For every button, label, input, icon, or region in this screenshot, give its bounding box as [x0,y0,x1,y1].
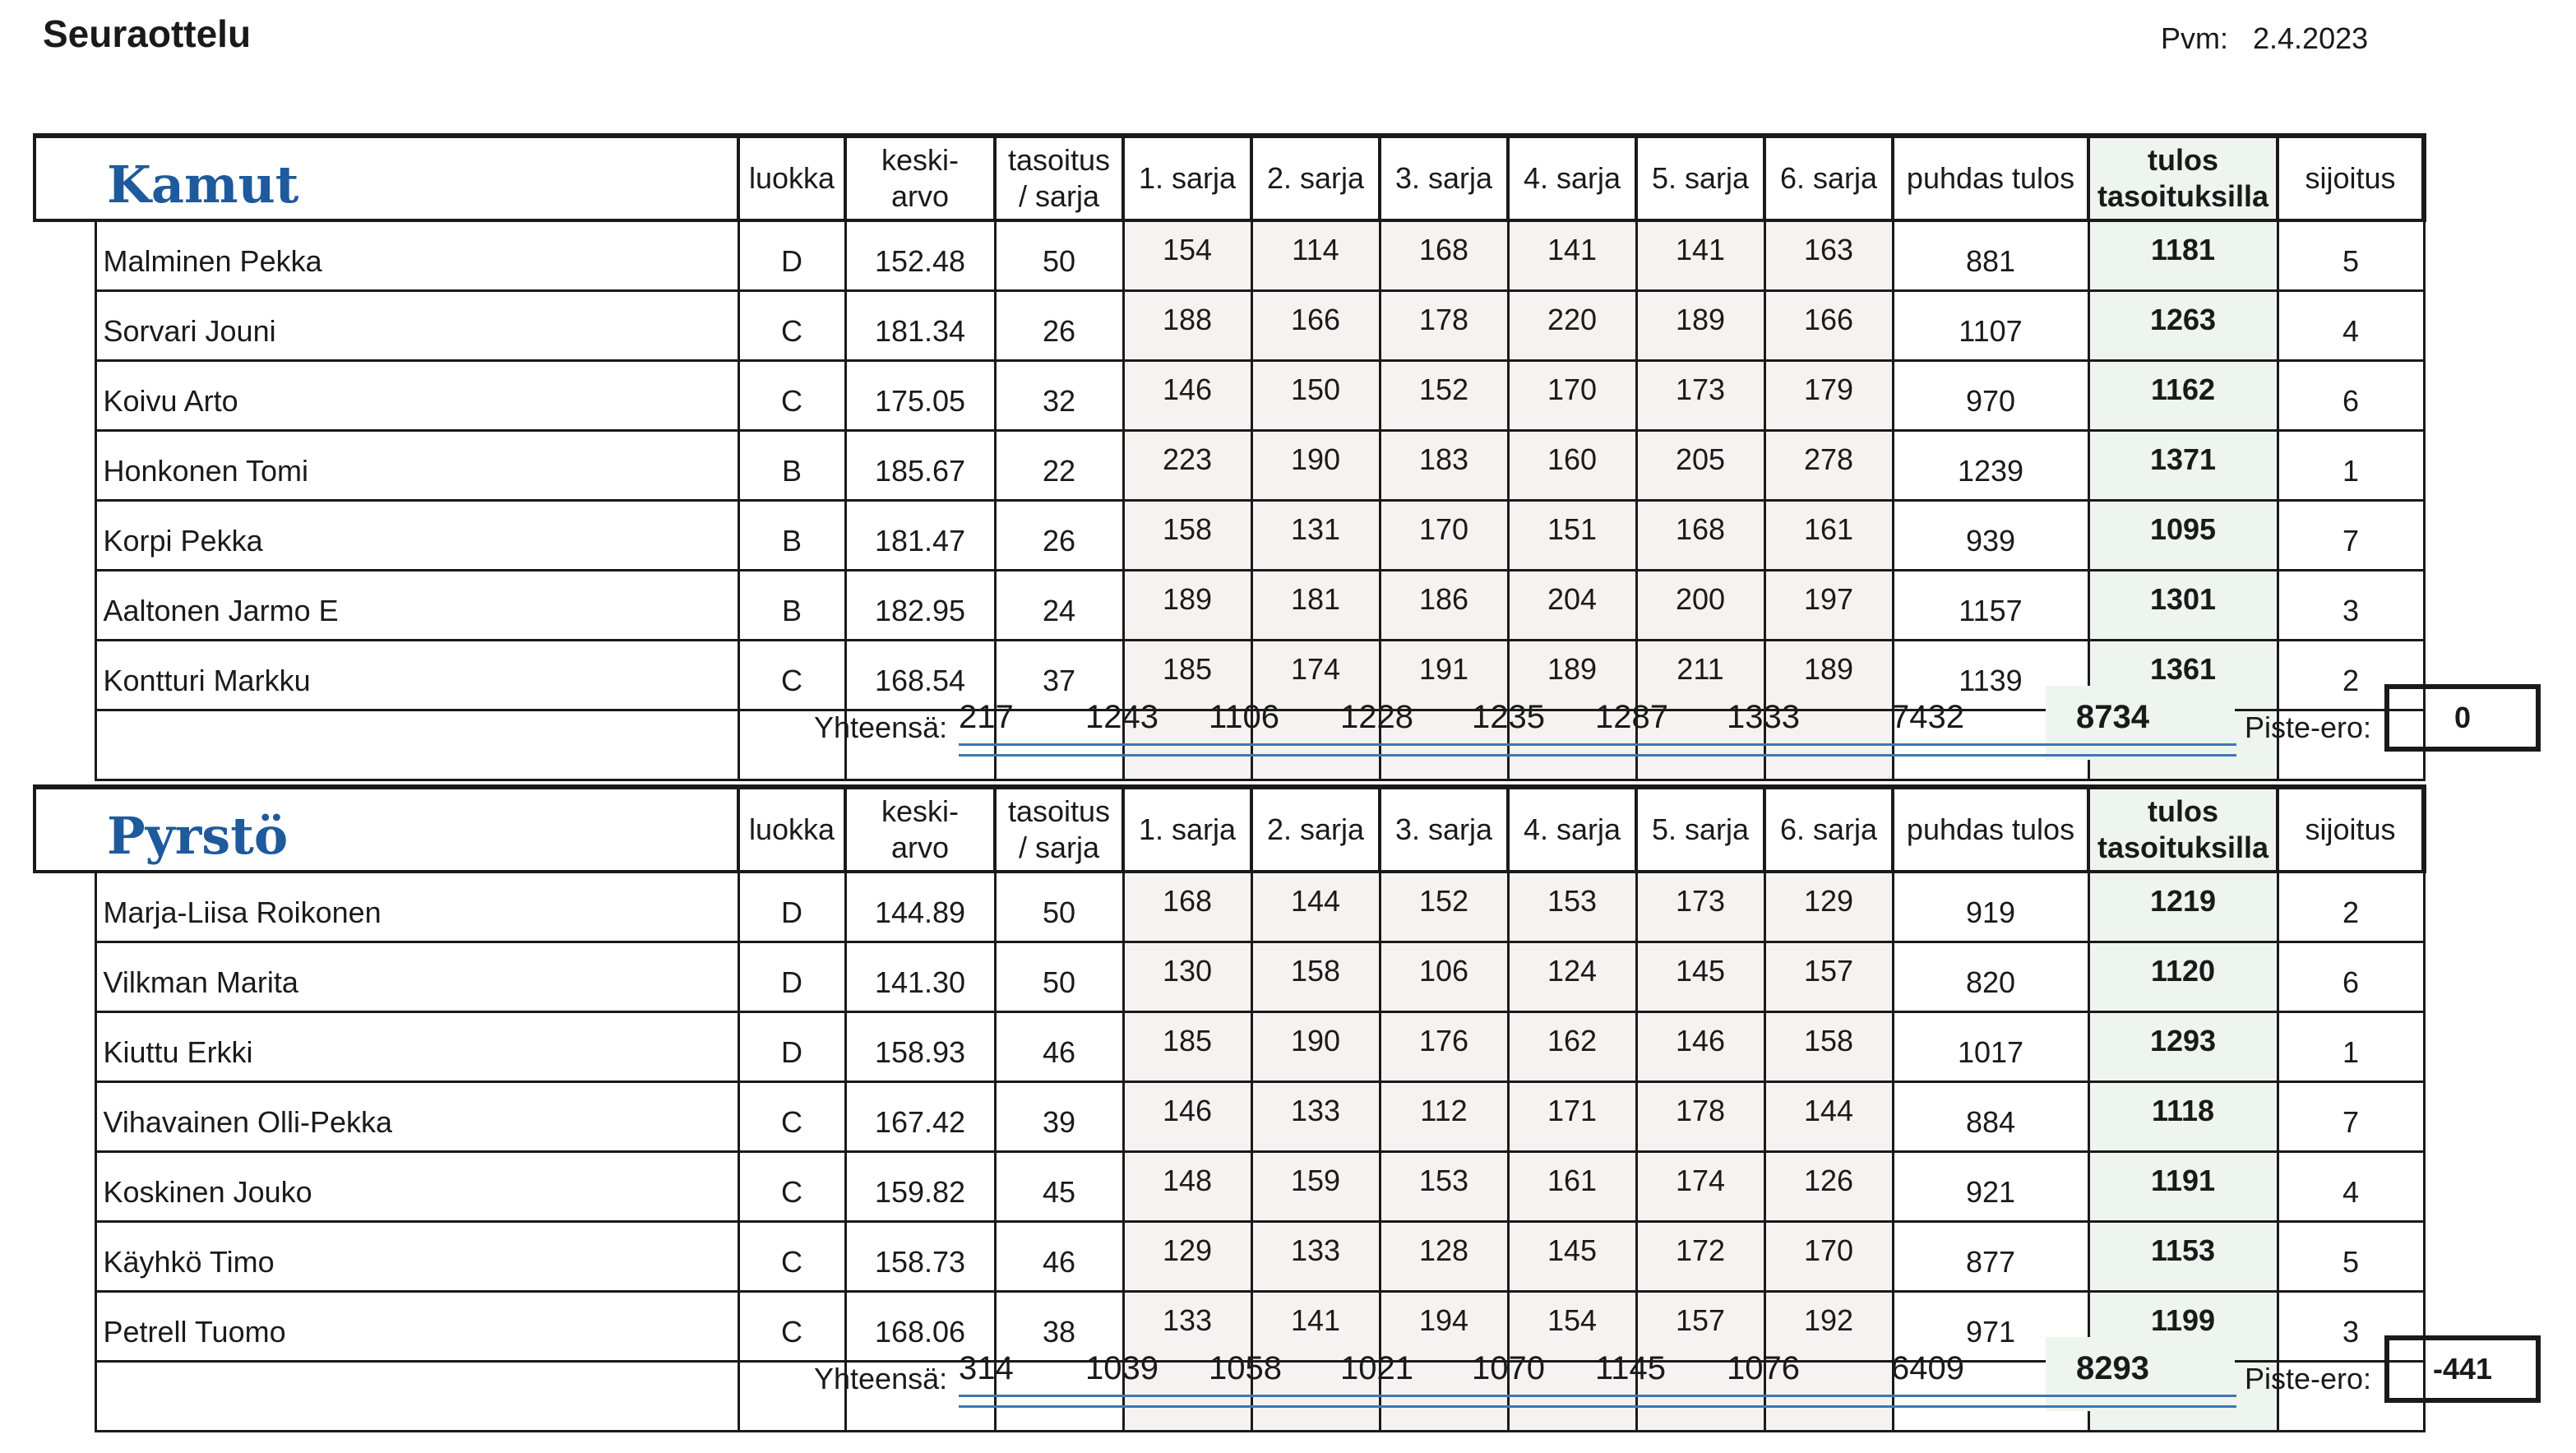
series-4-score: 204 [1508,571,1636,641]
total-s1: 1039 [1085,1350,1159,1386]
table-row [35,872,2424,942]
series-6-score: 126 [1764,1152,1893,1222]
table-row [35,501,2424,571]
col-sarja-5-header: 5. sarja [1636,787,1764,872]
series-4-score: 171 [1508,1082,1636,1152]
player-handicap: 32 [995,361,1123,431]
table-row [35,361,2424,431]
player-name: Petrell Tuomo [95,1292,738,1362]
header-text: tulos [2148,794,2218,828]
col-sarja-3-header: 3. sarja [1380,787,1508,872]
player-name: Honkonen Tomi [95,431,738,501]
series-3-score: 168 [1380,220,1508,291]
series-4-score: 220 [1508,291,1636,361]
scratch-total: 820 [1893,942,2088,1012]
header-text: tasoituksilla [2097,179,2269,213]
scratch-total: 881 [1893,220,2088,291]
row-margin [35,431,95,501]
player-class: C [738,1292,845,1362]
series-3-score: 170 [1380,501,1508,571]
header-text: keski- [881,794,959,828]
header-text: arvo [890,831,950,864]
score-table [33,784,2426,1432]
player-class: D [738,872,845,942]
total-tasoitus: 217 [959,699,1014,735]
scratch-total: 1107 [1893,291,2088,361]
player-rank: 2 [2278,872,2424,942]
series-1-score: 146 [1123,361,1251,431]
handicap-total: 1199 [2088,1292,2278,1362]
player-rank: 4 [2278,1152,2424,1222]
player-handicap: 46 [995,1222,1123,1292]
series-6-score: 157 [1764,942,1893,1012]
series-2-score: 159 [1251,1152,1380,1222]
handicap-total: 1293 [2088,1012,2278,1082]
series-5-score: 211 [1636,641,1764,710]
series-2-score: 133 [1251,1222,1380,1292]
player-name: Koskinen Jouko [95,1152,738,1222]
table-row [35,220,2424,291]
row-margin [35,571,95,641]
player-name: Korpi Pekka [95,501,738,571]
series-2-score: 133 [1251,1082,1380,1152]
series-3-score: 152 [1380,872,1508,942]
scratch-total: 1139 [1893,641,2088,710]
total-puhdas: 7432 [1891,699,1964,735]
handicap-total: 1153 [2088,1222,2278,1292]
series-3-score: 178 [1380,291,1508,361]
series-1-score: 148 [1123,1152,1251,1222]
total-s4: 1235 [1472,699,1545,735]
scratch-total: 877 [1893,1222,2088,1292]
totals-label: Yhteensä: [814,710,948,744]
series-1-score: 189 [1123,571,1251,641]
series-4-score: 161 [1508,1152,1636,1222]
col-puhdas-tulos-header: puhdas tulos [1893,787,2088,872]
header-text: tulos [2148,143,2218,177]
total-s5: 1145 [1595,1350,1667,1386]
player-handicap: 50 [995,942,1123,1012]
player-handicap: 46 [995,1012,1123,1082]
scratch-total: 971 [1893,1292,2088,1362]
table-row [35,1082,2424,1152]
date-value: 2.4.2023 [2253,21,2369,55]
player-handicap: 24 [995,571,1123,641]
series-5-score: 157 [1636,1292,1764,1362]
totals-underline [959,1395,2236,1408]
player-class: B [738,571,845,641]
series-6-score: 170 [1764,1222,1893,1292]
series-5-score: 168 [1636,501,1764,571]
point-difference-label: Piste-ero: [2245,1362,2372,1395]
row-margin [35,942,95,1012]
point-difference-value: -441 [2384,1335,2541,1403]
handicap-total: 1095 [2088,501,2278,571]
total-s1: 1243 [1085,699,1159,735]
point-difference-label: Piste-ero: [2245,710,2372,744]
series-1-score: 158 [1123,501,1251,571]
col-puhdas-tulos-header: puhdas tulos [1893,136,2088,220]
table-row [35,291,2424,361]
player-rank: 6 [2278,942,2424,1012]
player-average: 181.34 [845,291,995,361]
player-handicap: 26 [995,501,1123,571]
col-sarja-1-header: 1. sarja [1123,787,1251,872]
series-4-score: 151 [1508,501,1636,571]
table-row [35,1012,2424,1082]
player-name: Sorvari Jouni [95,291,738,361]
row-margin [35,361,95,431]
player-name: Koivu Arto [95,361,738,431]
player-rank: 3 [2278,571,2424,641]
totals-underline [959,743,2236,757]
player-average: 168.06 [845,1292,995,1362]
row-margin [35,291,95,361]
series-2-score: 158 [1251,942,1380,1012]
total-s4: 1070 [1472,1350,1545,1386]
scratch-total: 939 [1893,501,2088,571]
handicap-total: 1120 [2088,942,2278,1012]
series-1-score: 130 [1123,942,1251,1012]
total-tulos: 8734 [2076,699,2149,735]
player-name: Käyhkö Timo [95,1222,738,1292]
series-4-score: 189 [1508,641,1636,710]
col-tulos-tasoituksilla-header [2088,136,2278,220]
series-6-score: 144 [1764,1082,1893,1152]
series-5-score: 200 [1636,571,1764,641]
series-4-score: 162 [1508,1012,1636,1082]
col-sijoitus-header: sijoitus [2278,136,2424,220]
score-table [33,133,2426,781]
row-margin [35,1082,95,1152]
series-4-score: 170 [1508,361,1636,431]
series-6-score: 197 [1764,571,1893,641]
player-average: 175.05 [845,361,995,431]
page-title: Seuraottelu [43,12,252,55]
player-class: D [738,220,845,291]
player-handicap: 26 [995,291,1123,361]
player-class: B [738,431,845,501]
table-row [35,571,2424,641]
row-margin [35,1222,95,1292]
col-sijoitus-header: sijoitus [2278,787,2424,872]
player-average: 159.82 [845,1152,995,1222]
player-handicap: 37 [995,641,1123,710]
series-3-score: 186 [1380,571,1508,641]
series-1-score: 188 [1123,291,1251,361]
series-5-score: 205 [1636,431,1764,501]
handicap-total: 1118 [2088,1082,2278,1152]
col-sarja-6-header: 6. sarja [1764,787,1893,872]
date-label: Pvm: [2161,21,2229,55]
table-row [35,1152,2424,1222]
team-section [0,133,2576,758]
player-rank: 7 [2278,501,2424,571]
col-sarja-2-header: 2. sarja [1251,787,1380,872]
series-1-score: 154 [1123,220,1251,291]
player-handicap: 38 [995,1292,1123,1362]
series-6-score: 158 [1764,1012,1893,1082]
series-5-score: 173 [1636,872,1764,942]
total-s6: 1076 [1727,1350,1800,1386]
header-text: tasoituksilla [2097,831,2269,864]
series-5-score: 172 [1636,1222,1764,1292]
player-name: Kontturi Markku [95,641,738,710]
row-margin [35,220,95,291]
player-average: 141.30 [845,942,995,1012]
player-average: 182.95 [845,571,995,641]
series-2-score: 174 [1251,641,1380,710]
total-puhdas: 6409 [1891,1350,1964,1386]
player-rank: 5 [2278,1222,2424,1292]
series-3-score: 128 [1380,1222,1508,1292]
col-sarja-2-header: 2. sarja [1251,136,1380,220]
row-margin [35,1012,95,1082]
series-6-score: 129 [1764,872,1893,942]
series-6-score: 179 [1764,361,1893,431]
player-average: 158.93 [845,1012,995,1082]
player-handicap: 50 [995,872,1123,942]
series-4-score: 141 [1508,220,1636,291]
player-rank: 4 [2278,291,2424,361]
total-s2: 1058 [1209,1350,1282,1386]
row-margin [35,501,95,571]
series-6-score: 161 [1764,501,1893,571]
col-sarja-5-header: 5. sarja [1636,136,1764,220]
col-keskiarvo-header [845,787,995,872]
handicap-total: 1263 [2088,291,2278,361]
series-3-score: 153 [1380,1152,1508,1222]
series-4-score: 154 [1508,1292,1636,1362]
series-2-score: 190 [1251,431,1380,501]
player-average: 185.67 [845,431,995,501]
player-class: D [738,1012,845,1082]
player-class: C [738,1152,845,1222]
series-1-score: 133 [1123,1292,1251,1362]
series-5-score: 173 [1636,361,1764,431]
table-row [35,942,2424,1012]
player-average: 144.89 [845,872,995,942]
header-text: keski- [881,143,959,177]
scratch-total: 919 [1893,872,2088,942]
handicap-total: 1371 [2088,431,2278,501]
series-2-score: 141 [1251,1292,1380,1362]
handicap-total: 1361 [2088,641,2278,710]
player-class: C [738,361,845,431]
player-class: B [738,501,845,571]
player-handicap: 39 [995,1082,1123,1152]
team-name: Pyrstö [107,806,289,866]
player-name: Malminen Pekka [95,220,738,291]
row-margin [35,1152,95,1222]
col-tasoitus-header [995,787,1123,872]
header-row [35,787,2424,872]
series-3-score: 176 [1380,1012,1508,1082]
player-name: Vilkman Marita [95,942,738,1012]
player-name: Aaltonen Jarmo E [95,571,738,641]
series-5-score: 146 [1636,1012,1764,1082]
series-3-score: 194 [1380,1292,1508,1362]
scratch-total: 1239 [1893,431,2088,501]
player-handicap: 50 [995,220,1123,291]
col-luokka-header: luokka [738,787,845,872]
point-difference-value: 0 [2384,684,2541,752]
total-s5: 1287 [1595,699,1668,735]
series-5-score: 141 [1636,220,1764,291]
col-luokka-header: luokka [738,136,845,220]
series-2-score: 190 [1251,1012,1380,1082]
header-text: tasoitus [1007,794,1111,828]
series-6-score: 189 [1764,641,1893,710]
series-1-score: 223 [1123,431,1251,501]
series-2-score: 114 [1251,220,1380,291]
scratch-total: 1157 [1893,571,2088,641]
player-name: Vihavainen Olli-Pekka [95,1082,738,1152]
header-text: / sarja [1018,831,1100,864]
handicap-total: 1219 [2088,872,2278,942]
player-rank: 5 [2278,220,2424,291]
series-6-score: 166 [1764,291,1893,361]
col-tulos-tasoituksilla-header [2088,787,2278,872]
team-section [0,784,2576,1409]
series-3-score: 191 [1380,641,1508,710]
player-class: C [738,291,845,361]
series-3-score: 112 [1380,1082,1508,1152]
header-text: / sarja [1018,179,1100,213]
totals-label: Yhteensä: [814,1362,948,1395]
table-row [35,1222,2424,1292]
total-s2: 1106 [1209,699,1280,735]
col-sarja-3-header: 3. sarja [1380,136,1508,220]
series-1-score: 185 [1123,641,1251,710]
series-2-score: 144 [1251,872,1380,942]
player-rank: 7 [2278,1082,2424,1152]
player-rank: 6 [2278,361,2424,431]
series-5-score: 189 [1636,291,1764,361]
series-1-score: 185 [1123,1012,1251,1082]
player-rank: 3 [2278,1292,2424,1362]
player-class: C [738,1082,845,1152]
scratch-total: 1017 [1893,1012,2088,1082]
series-5-score: 178 [1636,1082,1764,1152]
total-s3: 1228 [1340,699,1413,735]
row-margin [35,872,95,942]
header-text: arvo [890,179,950,213]
series-4-score: 145 [1508,1222,1636,1292]
series-1-score: 146 [1123,1082,1251,1152]
col-sarja-6-header: 6. sarja [1764,136,1893,220]
player-name: Kiuttu Erkki [95,1012,738,1082]
player-class: C [738,641,845,710]
total-s6: 1333 [1727,699,1800,735]
col-keskiarvo-header [845,136,995,220]
handicap-total: 1191 [2088,1152,2278,1222]
series-6-score: 163 [1764,220,1893,291]
series-4-score: 153 [1508,872,1636,942]
col-sarja-1-header: 1. sarja [1123,136,1251,220]
player-class: C [738,1222,845,1292]
player-handicap: 45 [995,1152,1123,1222]
player-average: 158.73 [845,1222,995,1292]
series-3-score: 106 [1380,942,1508,1012]
series-2-score: 150 [1251,361,1380,431]
scratch-total: 921 [1893,1152,2088,1222]
series-1-score: 168 [1123,872,1251,942]
series-5-score: 145 [1636,942,1764,1012]
player-average: 181.47 [845,501,995,571]
series-4-score: 124 [1508,942,1636,1012]
player-rank: 2 [2278,641,2424,710]
header-text: tasoitus [1007,143,1111,177]
scratch-total: 884 [1893,1082,2088,1152]
series-5-score: 174 [1636,1152,1764,1222]
total-s3: 1021 [1340,1350,1413,1386]
series-3-score: 152 [1380,361,1508,431]
total-tulos: 8293 [2076,1350,2149,1386]
series-2-score: 131 [1251,501,1380,571]
series-6-score: 278 [1764,431,1893,501]
series-2-score: 181 [1251,571,1380,641]
player-rank: 1 [2278,431,2424,501]
header-row [35,136,2424,220]
scratch-total: 970 [1893,361,2088,431]
col-tasoitus-header [995,136,1123,220]
col-sarja-4-header: 4. sarja [1508,136,1636,220]
player-average: 168.54 [845,641,995,710]
series-1-score: 129 [1123,1222,1251,1292]
handicap-total: 1181 [2088,220,2278,291]
team-name: Kamut [107,155,299,215]
player-rank: 1 [2278,1012,2424,1082]
series-6-score: 192 [1764,1292,1893,1362]
handicap-total: 1162 [2088,361,2278,431]
player-class: D [738,942,845,1012]
series-2-score: 166 [1251,291,1380,361]
series-3-score: 183 [1380,431,1508,501]
player-name: Marja-Liisa Roikonen [95,872,738,942]
handicap-total: 1301 [2088,571,2278,641]
table-row [35,431,2424,501]
series-4-score: 160 [1508,431,1636,501]
player-average: 152.48 [845,220,995,291]
player-handicap: 22 [995,431,1123,501]
player-average: 167.42 [845,1082,995,1152]
col-sarja-4-header: 4. sarja [1508,787,1636,872]
total-tasoitus: 314 [959,1350,1014,1386]
